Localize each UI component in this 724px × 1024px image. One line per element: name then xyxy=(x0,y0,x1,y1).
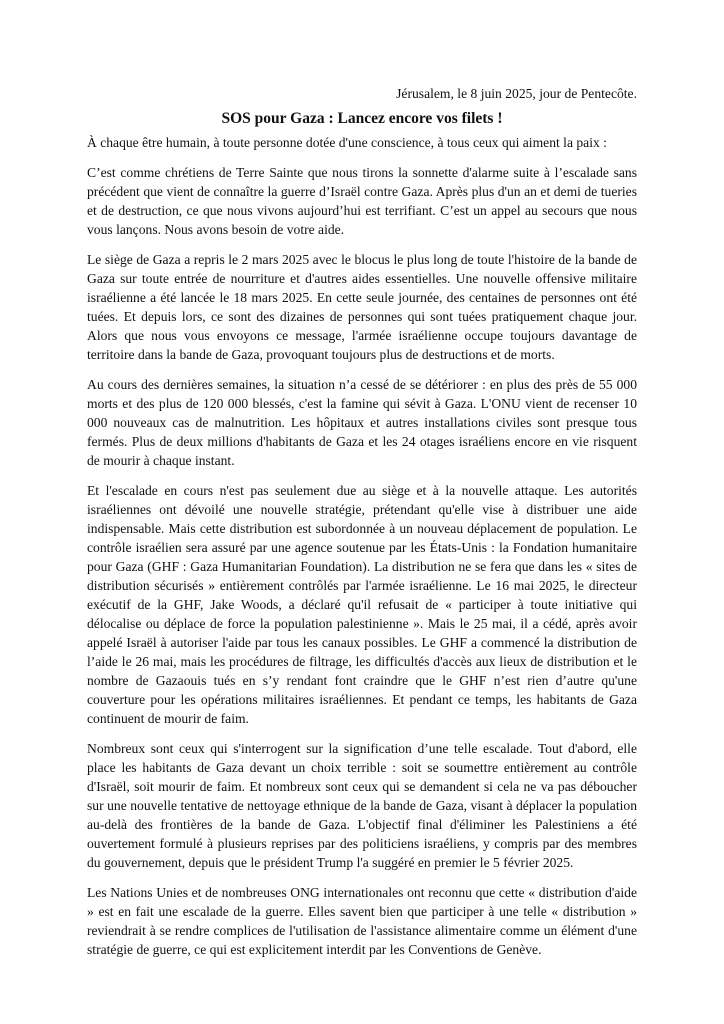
paragraph-appeal: C’est comme chrétiens de Terre Sainte que nous tirons la sonnette d'alarme suite à l’escalade sans précédent que vient de connaître la guerre d’Israël contre Gaza. Après plus d'un an et demi de tueries et de destruction, ce que nous vivons aujourd’hui est terrifiant. C’est un appel au secours que nous vous lançons. Nous avons besoin de votre aide. xyxy=(87,165,637,237)
paragraph-escalation-meaning: Nombreux sont ceux qui s'interrogent sur la signification d’une telle escalade. Tout d'abord, elle place les habitants de Gaza devant un choix terrible : soit se soumettre entièrement au contrôle d'Israël, soit mourir de faim. Et nombreux sont ceux qui se demandent si cela ne va pas déboucher sur une nouvelle tentative de nettoyage ethnique de la bande de Gaza, visant à déplacer la population au-delà des frontières de la bande de Gaza. L'objectif final d'éliminer les Palestiniens a été ouvertement formulé à plusieurs reprises par des politiciens israéliens, y compris par des membres du gouvernement, depuis que le président Trump l'a suggéré en premier le 5 février 2025. xyxy=(87,741,637,870)
paragraph-siege: Le siège de Gaza a repris le 2 mars 2025 avec le blocus le plus long de toute l'histoire de la bande de Gaza sur toute entrée de nourriture et d'autres aides essentielles. Une nouvelle offensive militaire israélienne a été lancée le 18 mars 2025. En cette seule journée, des centaines de personnes ont été tuées. Et depuis lors, ce sont des dizaines de personnes qui sont tuées pratiquement chaque jour. Alors que nous vous envoyons ce message, l'armée israélienne occupe toujours davantage de territoire dans la bande de Gaza, provoquant toujours plus de destructions et de morts. xyxy=(87,252,637,362)
paragraph-greeting: À chaque être humain, à toute personne dotée d'une conscience, à tous ceux qui aiment la paix : xyxy=(87,135,607,150)
document-page xyxy=(87,84,637,970)
paragraph-united-nations: Les Nations Unies et de nombreuses ONG internationales ont reconnu que cette « distribution d'aide » est en fait une escalade de la guerre. Elles savent bien que participer à une telle « distribution » reviendrait à se rendre complices de l'utilisation de l'assistance alimentaire comme un élément d'une stratégie de guerre, ce qui est explicitement interdit par les Conventions de Genève. xyxy=(87,885,637,957)
date-line: Jérusalem, le 8 juin 2025, jour de Pentecôte. xyxy=(396,86,637,101)
paragraph-ghf-strategy: Et l'escalade en cours n'est pas seulement due au siège et à la nouvelle attaque. Les autorités israéliennes ont dévoilé une nouvelle stratégie, prétendant qu'elle vise à distribuer une aide indispensable. Mais cette distribution est subordonnée à un nouveau déplacement de population. Le contrôle israélien sera assuré par une agence soutenue par les États-Unis : la Fondation humanitaire pour Gaza (GHF : Gaza Humanitarian Foundation). La distribution ne se fera que dans les « sites de distribution sécurisés » entièrement contrôlés par l'armée israélienne. Le 16 mai 2025, le directeur exécutif de la GHF, Jake Woods, a déclaré qu'il refusait de « participer à toute initiative qui délocalise ou déplace de force la population palestinienne ». Mais le 25 mai, il a cédé, après avoir appelé Israël à autoriser l'aide par tous les canaux possibles. Le GHF a commencé la distribution de l’aide le 26 mai, mais les procédures de filtrage, les difficultés d'accès aux lieux de distribution et le nombre de Gazaouis tués en s’y rendant font craindre que le GHF n’est rien d’autre qu'une couverture pour les opérations militaires israéliennes. Et pendant ce temps, les habitants de Gaza continuent de mourir de faim. xyxy=(87,483,637,726)
document-title: SOS pour Gaza : Lancez encore vos filets ! xyxy=(221,110,503,127)
paragraph-situation: Au cours des dernières semaines, la situation n’a cessé de se détériorer : en plus des près de 55 000 morts et des plus de 120 000 blessés, c'est la famine qui sévit à Gaza. L'ONU vient de recenser 10 000 nouveaux cas de malnutrition. Les hôpitaux et autres installations civiles sont presque tous fermés. Plus de deux millions d'habitants de Gaza et les 24 otages israéliens encore en vie risquent de mourir à chaque instant. xyxy=(87,377,637,468)
